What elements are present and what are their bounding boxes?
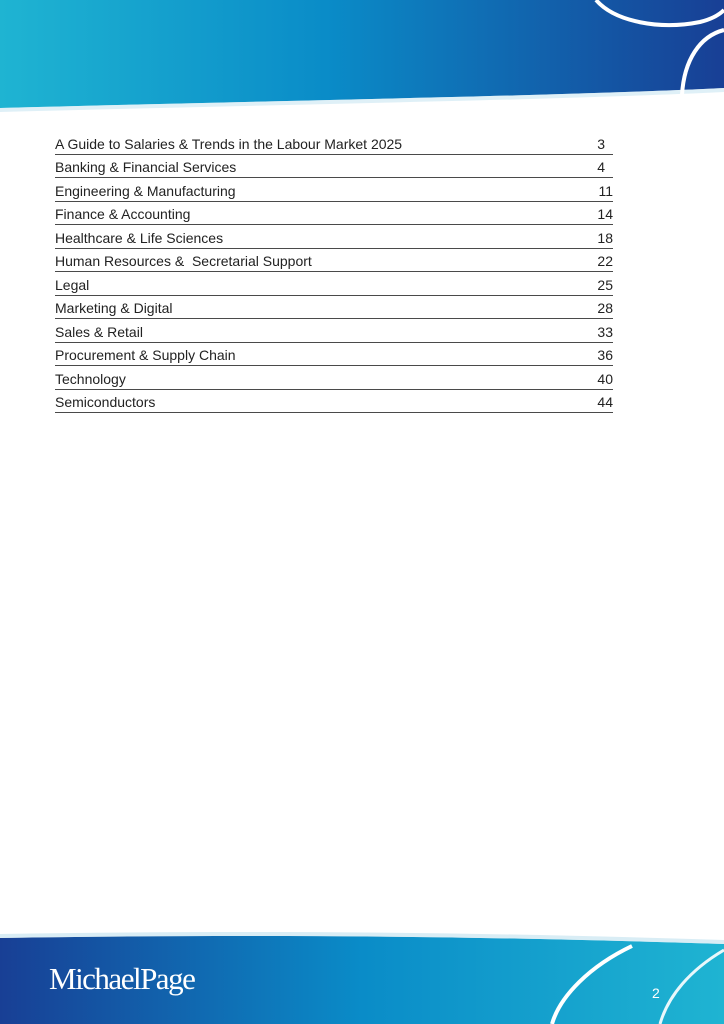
toc-title: Semiconductors [55, 394, 156, 410]
toc-page-number: 25 [597, 276, 613, 293]
toc-row[interactable] [55, 155, 613, 179]
toc-title: Banking & Financial Services [55, 159, 237, 175]
toc-page-number: 36 [597, 347, 613, 363]
toc-page-number: 22 [597, 253, 613, 269]
toc-page-number: 44 [597, 394, 613, 410]
toc-title: Marketing & Digital [55, 300, 173, 316]
toc-page-number: 28 [597, 300, 613, 316]
toc-title: Technology [55, 370, 126, 387]
toc-page-number: 33 [597, 323, 613, 340]
toc-row[interactable] [55, 319, 613, 343]
toc-page-number: 18 [597, 229, 613, 246]
toc-title: Legal [55, 276, 90, 293]
toc-title: Human Resources & Secretarial Support [55, 253, 312, 269]
michael-page-logo: MichaelPage [49, 961, 195, 996]
page-number: 2 [652, 985, 660, 1001]
toc-page-number: 14 [597, 206, 613, 222]
toc-title: Finance & Accounting [55, 206, 191, 222]
table-of-contents [55, 131, 613, 413]
toc-row[interactable] [55, 343, 613, 367]
header-band [0, 0, 724, 115]
toc-row[interactable] [55, 296, 613, 320]
toc-page-number: 11 [598, 182, 613, 199]
toc-row[interactable] [55, 249, 613, 273]
toc-title: Healthcare & Life Sciences [55, 229, 224, 246]
toc-title: Procurement & Supply Chain [55, 347, 236, 363]
toc-page-number: 3 [597, 135, 605, 152]
toc-row[interactable] [55, 272, 613, 296]
toc-page-number: 4 [597, 159, 605, 175]
toc-row[interactable] [55, 202, 613, 226]
toc-title: Sales & Retail [55, 323, 143, 340]
toc-page-number: 40 [597, 370, 613, 387]
toc-row[interactable] [55, 178, 613, 202]
toc-row[interactable] [55, 366, 613, 390]
toc-title: A Guide to Salaries & Trends in the Labour Market 2025 [55, 135, 403, 152]
toc-row[interactable] [55, 390, 613, 414]
toc-title: Engineering & Manufacturing [55, 182, 236, 199]
toc-row[interactable] [55, 225, 613, 249]
toc-row[interactable] [55, 131, 613, 155]
